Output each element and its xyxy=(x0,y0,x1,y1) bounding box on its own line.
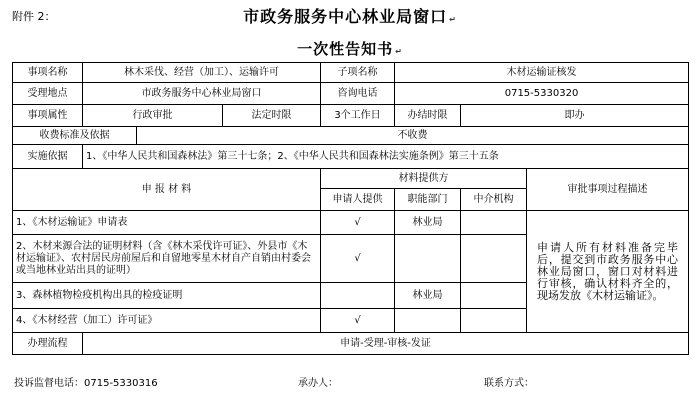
material-applicant: √ xyxy=(321,211,395,235)
material-agency xyxy=(461,283,527,309)
material-applicant: √ xyxy=(321,235,395,283)
material-row xyxy=(13,211,689,235)
supervision-phone: 投诉监督电话：0715-5330316 xyxy=(14,378,158,389)
material-applicant xyxy=(321,283,395,309)
phone-value: 0715-5330320 xyxy=(395,83,689,105)
material-text: 1、《木材运输证》申请表 xyxy=(13,211,321,235)
label-attribute: 事项属性 xyxy=(13,105,83,127)
process-description: 申请人所有材料准备完毕后，提交到市政务服务中心林业局窗口，窗口对材料进行审核，确认材料齐全的，现场发放《木材运输证》。 xyxy=(527,211,689,333)
material-agency xyxy=(461,309,527,333)
material-agency xyxy=(461,211,527,235)
label-legal-limit: 法定时限 xyxy=(223,105,321,127)
attachment-label: 附件 2： xyxy=(12,10,56,23)
row-basis xyxy=(13,145,689,169)
row-place xyxy=(13,83,689,105)
page-subtitle: 一次性告知书 ↵ xyxy=(297,40,403,58)
row-attributes xyxy=(13,105,689,127)
subitem-name-value: 木材运输证核发 xyxy=(395,63,689,83)
row-procedure xyxy=(13,333,689,355)
notice-form-table xyxy=(12,62,689,355)
fee-value: 不收费 xyxy=(137,127,689,145)
material-applicant: √ xyxy=(321,309,395,333)
row-fee xyxy=(13,127,689,145)
done-limit-value: 即办 xyxy=(461,105,689,127)
row-item-name xyxy=(13,63,689,83)
label-subitem-name: 子项名称 xyxy=(321,63,395,83)
label-procedure: 办理流程 xyxy=(13,333,83,355)
legal-limit-value: 3个工作日 xyxy=(321,105,395,127)
label-phone: 咨询电话 xyxy=(321,83,395,105)
attribute-value: 行政审批 xyxy=(83,105,223,127)
procedure-value: 申请-受理-审核-发证 xyxy=(83,333,689,355)
place-value: 市政务服务中心林业局窗口 xyxy=(83,83,321,105)
materials-header-row xyxy=(13,169,689,189)
materials-header: 申 报 材 料 xyxy=(13,169,321,211)
label-fee: 收费标准及依据 xyxy=(13,127,137,145)
material-text: 4、《木材经营（加工）许可证》 xyxy=(13,309,321,333)
col-department: 职能部门 xyxy=(395,189,461,211)
material-department xyxy=(395,235,461,283)
material-department: 林业局 xyxy=(395,283,461,309)
col-applicant: 申请人提供 xyxy=(321,189,395,211)
material-text: 3、森林植物检疫机构出具的检疫证明 xyxy=(13,283,321,309)
basis-value: 1、《中华人民共和国森林法》第三十七条；2、《中华人民共和国森林法实施条例》第三十五条 xyxy=(83,145,689,169)
process-header: 审批事项过程描述 xyxy=(527,169,689,211)
provider-header: 材料提供方 xyxy=(321,169,527,189)
material-department xyxy=(395,309,461,333)
label-basis: 实施依据 xyxy=(13,145,83,169)
col-agency: 中介机构 xyxy=(461,189,527,211)
material-text: 2、木材来源合法的证明材料（含《林木采伐许可证》、外县市《木材运输证》、农村居民房前屋后和自留地零星木材自产自销由村委会或当地林业站出具的证明） xyxy=(13,235,321,283)
label-place: 受理地点 xyxy=(13,83,83,105)
label-done-limit: 办结时限 xyxy=(395,105,461,127)
handler-label: 承办人： xyxy=(298,378,338,389)
item-name-value: 林木采伐、经营（加工）、运输许可 xyxy=(83,63,321,83)
contact-label: 联系方式： xyxy=(484,378,534,389)
label-item-name: 事项名称 xyxy=(13,63,83,83)
material-department: 林业局 xyxy=(395,211,461,235)
material-agency xyxy=(461,235,527,283)
page-title: 市政务服务中心林业局窗口 ↵ xyxy=(243,7,457,26)
